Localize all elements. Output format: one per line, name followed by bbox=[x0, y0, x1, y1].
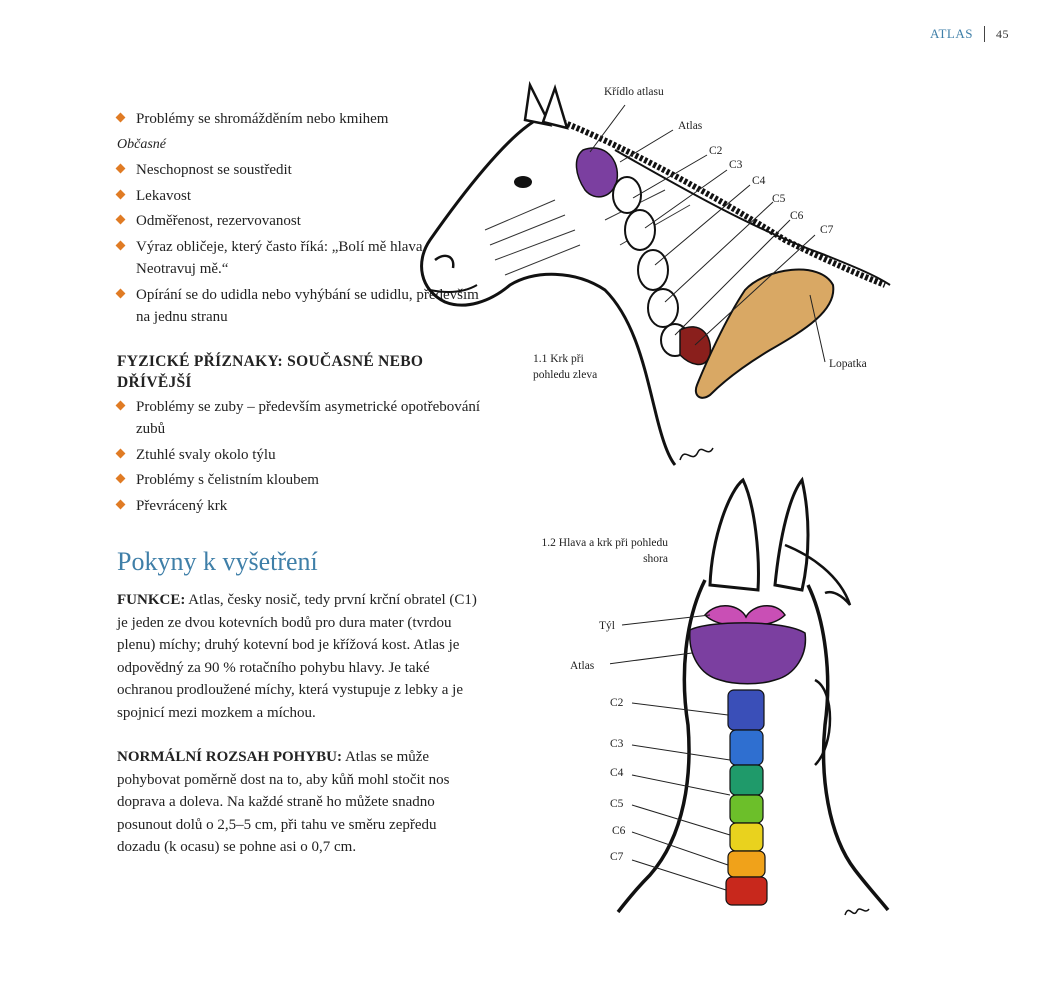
list-item: Problémy s čelistním kloubem bbox=[117, 469, 482, 492]
diamond-bullet-icon bbox=[116, 499, 126, 509]
label-c3: C3 bbox=[729, 159, 743, 171]
label-c2: C2 bbox=[610, 697, 624, 709]
figure-1-caption: 1.1 Krk při pohledu zleva bbox=[533, 353, 598, 381]
list-item: Ztuhlé svaly okolo týlu bbox=[117, 444, 482, 467]
figure-2-caption: 1.2 Hlava a krk při pohledu shora bbox=[541, 537, 668, 565]
diamond-bullet-icon bbox=[116, 164, 126, 174]
ear-shape bbox=[775, 480, 808, 590]
page-number: 45 bbox=[996, 26, 1009, 41]
artist-signature bbox=[845, 909, 869, 915]
figure-lateral-neck-illustration bbox=[405, 80, 895, 475]
section-title: Pokyny k vyšetření bbox=[117, 547, 318, 576]
label-c7: C7 bbox=[820, 224, 834, 236]
list-item: Opírání se do udidla nebo vyhýbání se udidlu, především na jednu stranu bbox=[117, 284, 482, 329]
ear-shape bbox=[710, 480, 758, 590]
diamond-bullet-icon bbox=[116, 113, 126, 123]
list-item: Lekavost bbox=[117, 185, 482, 208]
eye-shape bbox=[514, 176, 532, 188]
diamond-bullet-icon bbox=[116, 215, 126, 225]
artist-signature bbox=[680, 448, 713, 460]
running-header bbox=[930, 26, 1009, 42]
label-c6: C6 bbox=[790, 210, 804, 222]
function-paragraph: FUNKCE: Atlas, česky nosič, tedy první krční obratel (C1) je jeden ze dvou kotevních bodů pro dura mater (tvrdou plenu) míchy; druhý kotevní bod je křížová kost. Atlas je odpovědný za 90 % rotačního pohybu hlavy. Je také ochranou prodloužené míchy, která vystupuje z lebky a je spojnicí mezi mozkem a míchou. bbox=[117, 592, 477, 721]
label-atlas-wing: Křídlo atlasu bbox=[604, 86, 664, 98]
diamond-bullet-icon bbox=[116, 240, 126, 250]
label-c5: C5 bbox=[610, 798, 624, 810]
list-item: Neschopnost se soustředit bbox=[117, 159, 482, 182]
head-outline bbox=[422, 122, 675, 465]
label-c4: C4 bbox=[610, 767, 624, 779]
list-item: Problémy se shromážděním nebo kmihem bbox=[117, 108, 482, 131]
list-item: Převrácený krk bbox=[117, 495, 482, 518]
occasional-subheading: Občasné bbox=[117, 136, 166, 152]
label-poll: Týl bbox=[599, 620, 615, 632]
diamond-bullet-icon bbox=[116, 448, 126, 458]
label-scapula: Lopatka bbox=[829, 358, 867, 370]
list-item: Výraz obličeje, který často říká: „Bolí mě hlava. Neotravuj mě.“ bbox=[117, 236, 482, 281]
range-of-motion-paragraph: NORMÁLNÍ ROZSAH POHYBU: Atlas se může pohybovat poměrně dost na to, aby kůň mohl stočit nos doprava a doleva. Na každé straně ho můžete snadno posunout dolů o 2,5–5 cm, při tahu ve směru zepředu dozadu (k ocasu) se pohne asi o 0,7 cm. bbox=[117, 749, 450, 855]
mouth-shape bbox=[430, 285, 477, 292]
scapula-shape bbox=[696, 270, 833, 398]
list-item: Odměřenost, rezervovanost bbox=[117, 210, 482, 233]
label-c3: C3 bbox=[610, 738, 624, 750]
label-c7: C7 bbox=[610, 851, 624, 863]
diamond-bullet-icon bbox=[116, 189, 126, 199]
physical-symptoms-heading: FYZICKÉ PŘÍZNAKY: SOUČASNÉ NEBO DŘÍVĚJŠÍ bbox=[117, 352, 424, 391]
label-c2: C2 bbox=[709, 145, 723, 157]
head-neck-outline bbox=[808, 585, 888, 910]
atlas-wing-shape bbox=[576, 148, 617, 197]
poll-shape bbox=[705, 606, 785, 625]
c7-vertebra-shape bbox=[680, 327, 710, 365]
running-header-section: ATLAS bbox=[930, 26, 973, 41]
label-atlas: Atlas bbox=[678, 120, 703, 132]
label-c4: C4 bbox=[752, 175, 766, 187]
vertebrae-column bbox=[726, 690, 767, 905]
diamond-bullet-icon bbox=[116, 474, 126, 484]
atlas-shape bbox=[690, 623, 806, 684]
diamond-bullet-icon bbox=[116, 288, 126, 298]
label-c6: C6 bbox=[612, 825, 626, 837]
diamond-bullet-icon bbox=[116, 400, 126, 410]
ear-shape bbox=[543, 88, 567, 128]
nostril-shape bbox=[435, 256, 453, 268]
label-c5: C5 bbox=[772, 193, 786, 205]
header-divider bbox=[984, 26, 985, 42]
list-item: Problémy se zuby – především asymetrické opotřebování zubů bbox=[117, 396, 482, 441]
label-atlas: Atlas bbox=[570, 660, 595, 672]
cervical-spine bbox=[613, 177, 689, 356]
